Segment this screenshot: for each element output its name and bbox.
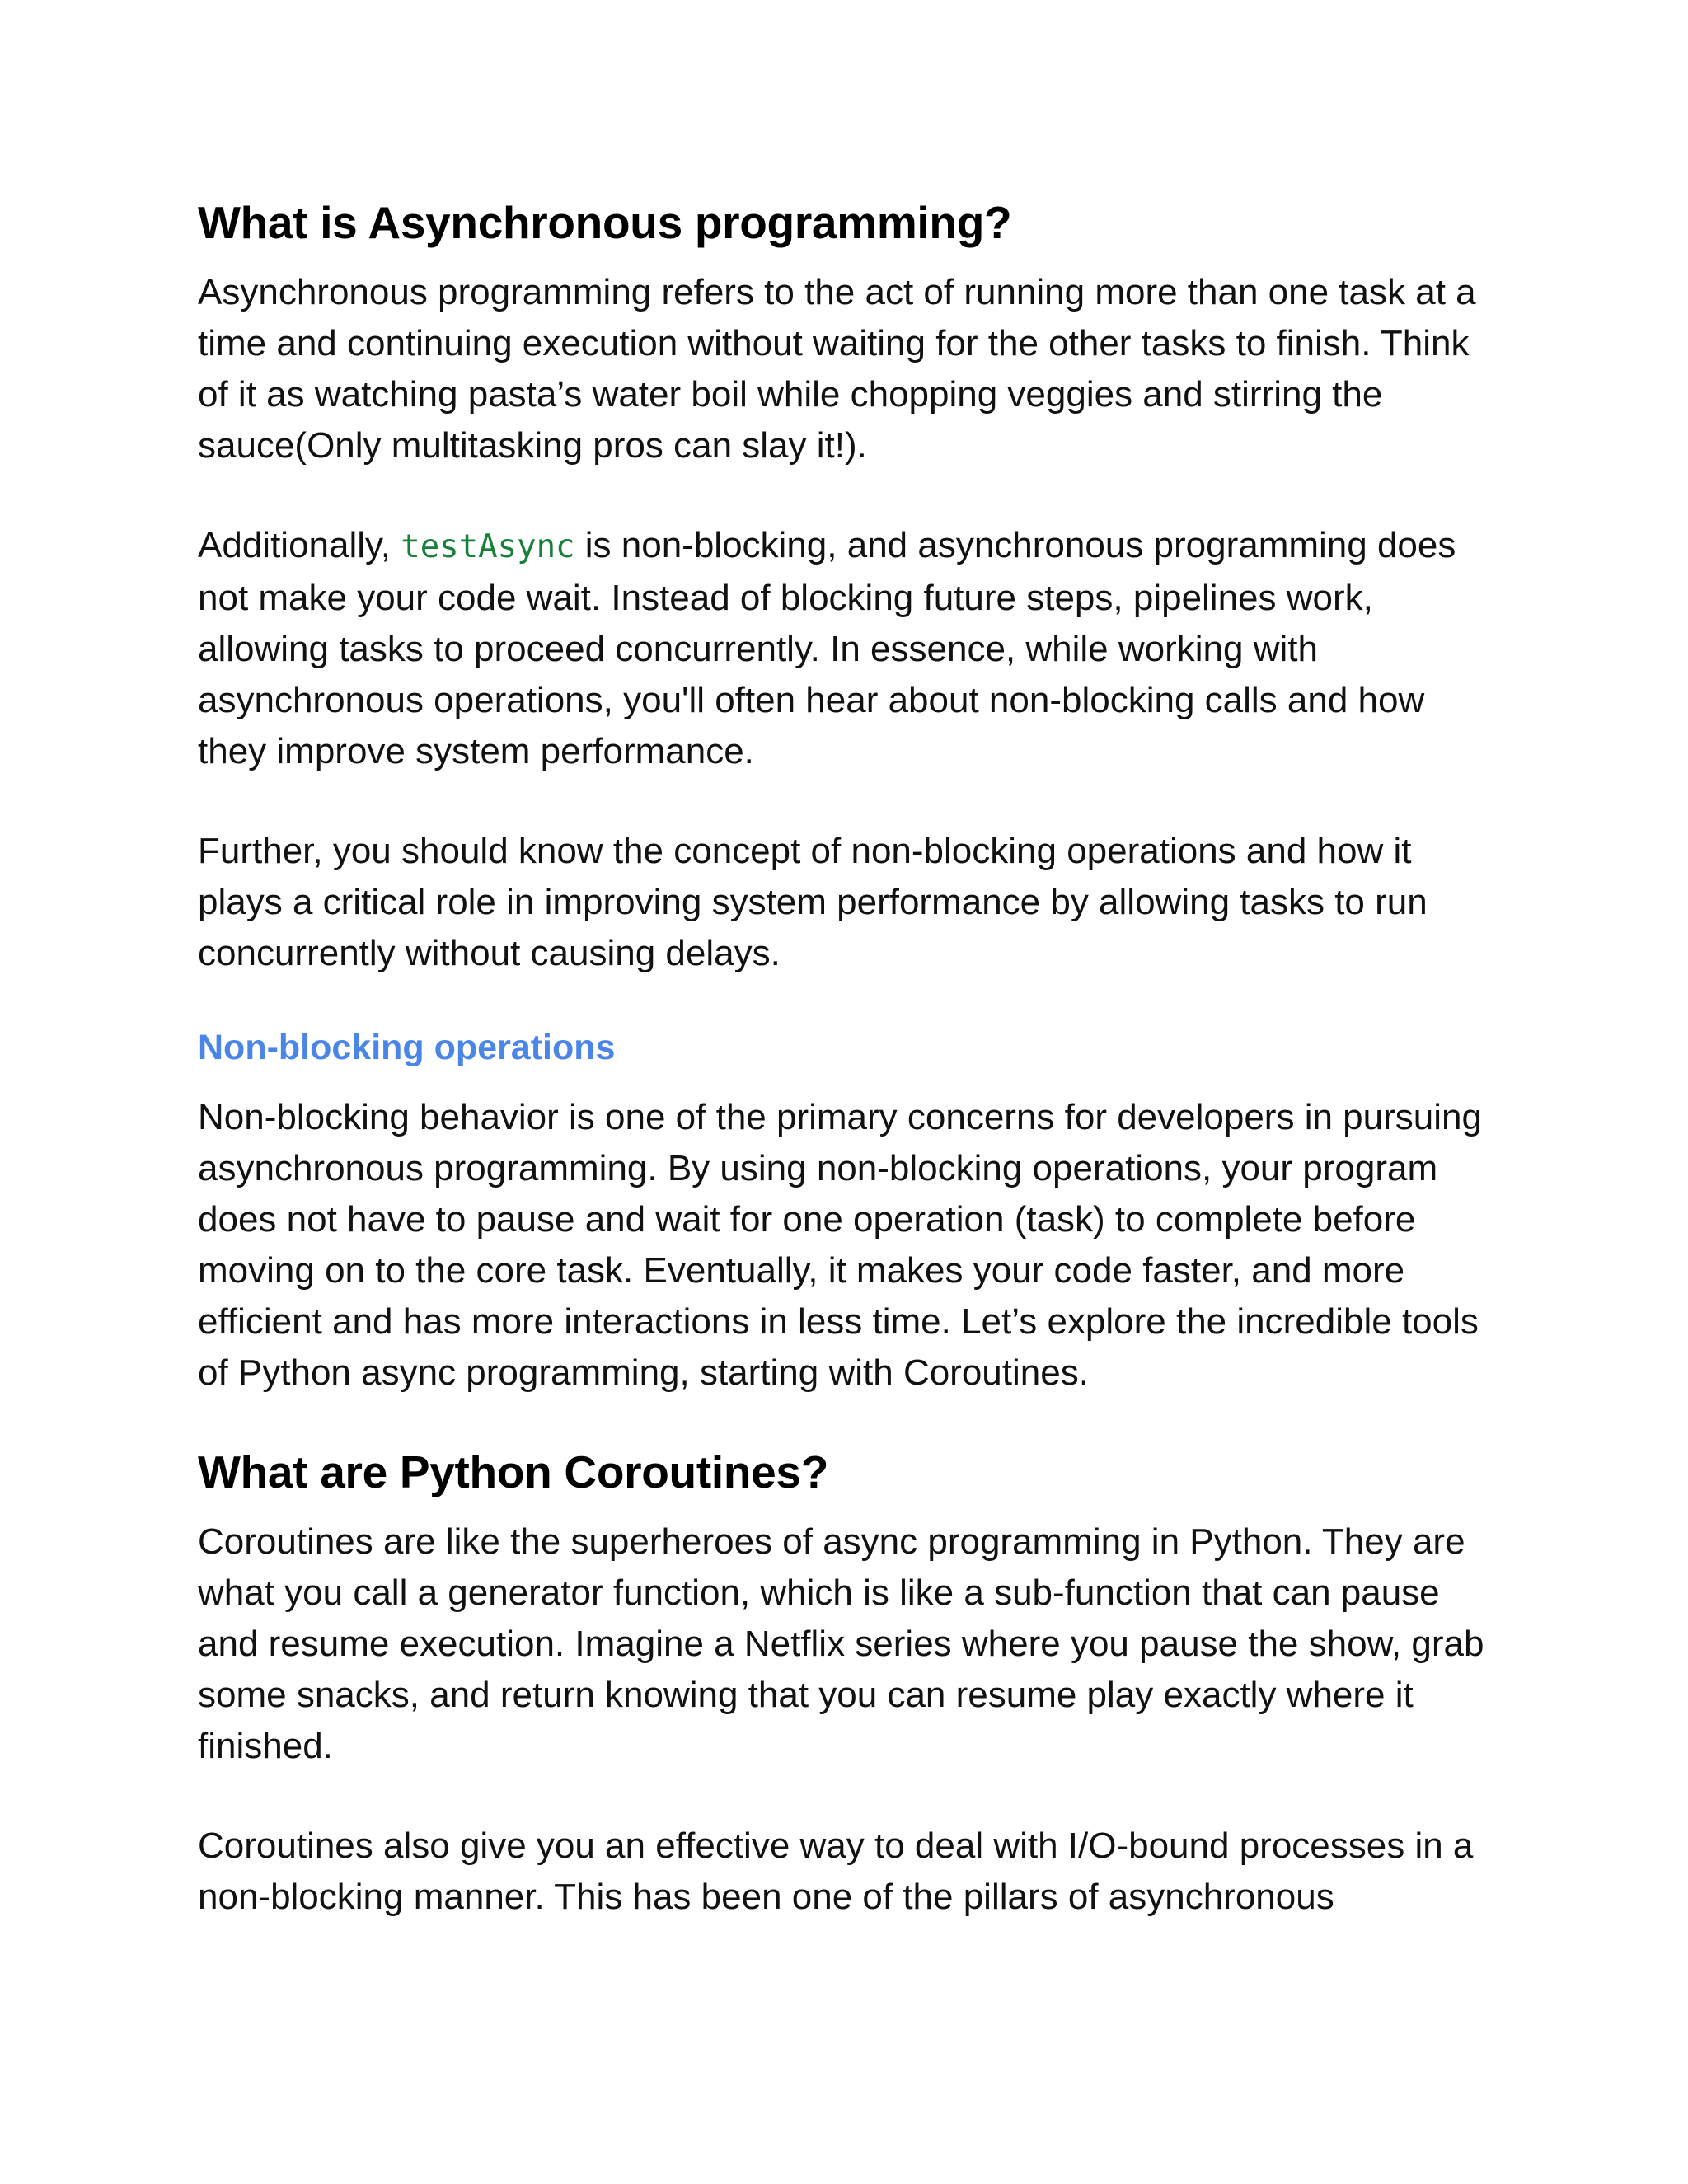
paragraph-async-definition: Asynchronous programming refers to the act of running more than one task at a time and continuing execution without waiting for the other tasks to finish. Think of it as watching pasta’s water boil while chopping veggies and stirring the sauce(Only multitasking pros can slay it!). — [198, 272, 1476, 466]
heading-asynchronous-programming: What is Asynchronous programming? — [198, 197, 1012, 248]
paragraph-non-blocking-concept: Further, you should know the concept of non-blocking operations and how it plays a critical role in improving system performance by allowing tasks to run concurrently without causing delays. — [198, 831, 1428, 973]
paragraph-non-blocking-behavior: Non-blocking behavior is one of the primary concerns for developers in pursuing asynchronous programming. By using non-blocking operations, your program does not have to pause and wait for one operation (task) to complete before moving on to the core task. Eventually, it makes your code faster, and more efficient and has more interactions in less time. Let’s explore the incredible tools of Python async programming, starting with Coroutines. — [198, 1097, 1482, 1393]
subheading-non-blocking-operations: Non-blocking operations — [198, 1028, 616, 1067]
document-page — [198, 194, 1500, 1971]
inline-code-test-async: testAsync — [401, 528, 575, 565]
paragraph-text-before-code: Additionally, — [198, 525, 401, 565]
paragraph-text-after-code: is non-blocking, and asynchronous programming does not make your code wait. Instead of blocking future steps, pipelines work, allowing tasks to proceed concurrently. In essence, while working with asynchronous operations, you'll often hear about non-blocking calls and how they improve system performance. — [198, 525, 1456, 771]
paragraph-non-blocking-intro — [198, 520, 1500, 777]
paragraph-coroutines-io: Coroutines also give you an effective way to deal with I/O-bound processes in a non-blocking manner. This has been one of the pillars of asynchronous — [198, 1825, 1474, 1917]
paragraph-coroutines-definition: Coroutines are like the superheroes of async programming in Python. They are what you call a generator function, which is like a sub-function that can pause and resume execution. Imagine a Netflix series where you pause the show, grab some snacks, and return knowing that you can resume play exactly where it finished. — [198, 1521, 1484, 1766]
heading-python-coroutines: What are Python Coroutines? — [198, 1446, 828, 1497]
